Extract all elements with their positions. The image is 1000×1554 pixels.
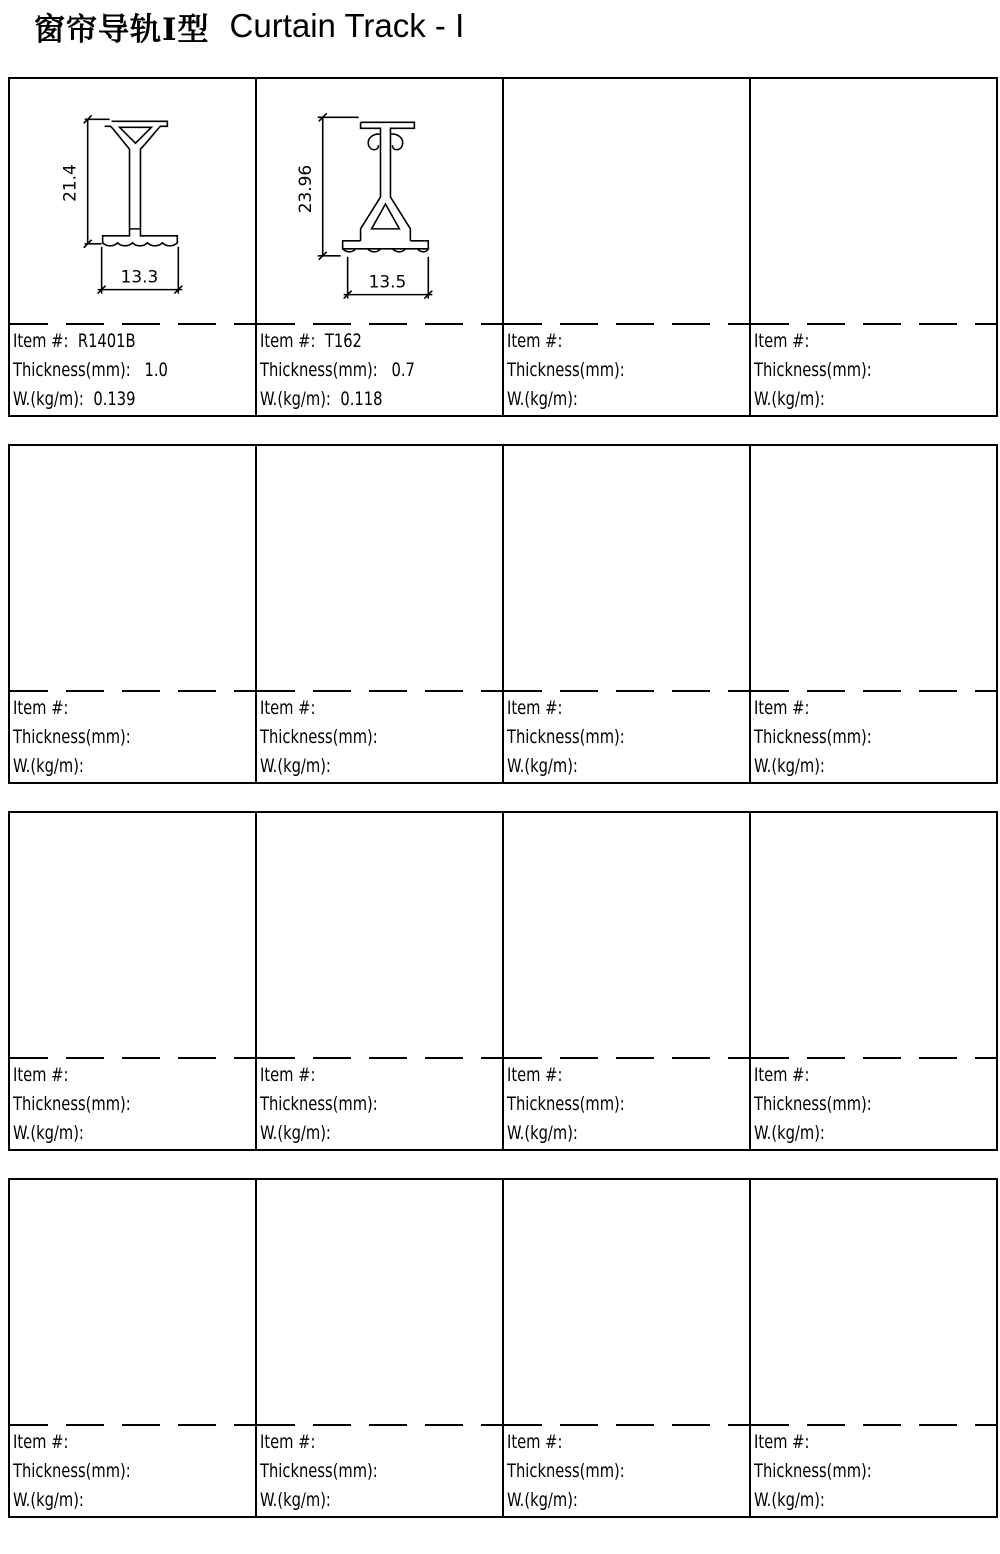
profile-cell: [751, 79, 996, 415]
item-label: Item #:: [754, 1431, 810, 1453]
spec-block: [507, 1061, 747, 1148]
profile-cell: [10, 79, 257, 415]
profile-drawing-t162: [257, 79, 502, 323]
spec-block: [260, 327, 500, 414]
weight-label: W.(kg/m):: [507, 755, 578, 777]
profile-cell: [10, 813, 257, 1149]
profile-sheet-1: [8, 77, 998, 417]
profile-cell: [751, 1180, 996, 1516]
profile-cell: [504, 446, 751, 782]
thickness-label: Thickness(mm):: [260, 726, 378, 748]
profile-drawing-r1401b: [10, 79, 255, 323]
thickness-label: Thickness(mm):: [507, 1460, 625, 1482]
profile-cell: [10, 446, 257, 782]
profile-sheet-4: [8, 1178, 998, 1518]
profile-cell: [751, 813, 996, 1149]
dashed-divider: [751, 1424, 996, 1426]
dimension-width-label: 13.5: [368, 271, 407, 292]
item-label: Item #:: [754, 330, 810, 352]
profile-cell: [504, 813, 751, 1149]
dashed-divider: [257, 1424, 502, 1426]
dashed-divider: [504, 1424, 749, 1426]
thickness-label: Thickness(mm):: [13, 1093, 131, 1115]
thickness-label: Thickness(mm):: [754, 726, 872, 748]
weight-label: W.(kg/m):: [754, 1122, 825, 1144]
dimension-height-label: 23.96: [294, 164, 315, 214]
dashed-divider: [504, 1057, 749, 1059]
weight-label: W.(kg/m):: [754, 755, 825, 777]
weight-label: W.(kg/m):: [507, 388, 578, 410]
thickness-label: Thickness(mm):: [754, 359, 872, 381]
profile-cell: [10, 1180, 257, 1516]
thickness-label: Thickness(mm):: [260, 1460, 378, 1482]
thickness-label: Thickness(mm):: [754, 1093, 872, 1115]
dimension-height-label: 21.4: [59, 164, 80, 202]
weight-label: W.(kg/m):: [13, 755, 84, 777]
item-label: Item #:: [754, 697, 810, 719]
profile-cell: [751, 446, 996, 782]
dashed-divider: [10, 323, 255, 325]
spec-block: [13, 694, 253, 781]
item-label: Item #:: [754, 1064, 810, 1086]
item-label: Item #:: [507, 1431, 563, 1453]
item-label: Item #:: [507, 1064, 563, 1086]
weight-label: W.(kg/m):: [13, 388, 84, 410]
page-title-chinese: 窗帘导轨I型: [34, 11, 210, 48]
thickness-label: Thickness(mm):: [754, 1460, 872, 1482]
weight-label: W.(kg/m):: [507, 1122, 578, 1144]
spec-block: [13, 327, 253, 414]
item-label: Item #:: [13, 1431, 69, 1453]
dashed-divider: [257, 1057, 502, 1059]
spec-block: [13, 1428, 253, 1515]
spec-block: [507, 1428, 747, 1515]
spec-block: [754, 327, 994, 414]
item-label: Item #:: [260, 697, 316, 719]
item-value: T162: [324, 330, 362, 352]
profile-cell: [504, 1180, 751, 1516]
dashed-divider: [751, 1057, 996, 1059]
profile-cell: [257, 79, 504, 415]
spec-block: [260, 1428, 500, 1515]
spec-block: [13, 1061, 253, 1148]
profile-cell: [257, 1180, 504, 1516]
profile-cell: [257, 813, 504, 1149]
profile-cell: [504, 79, 751, 415]
weight-label: W.(kg/m):: [260, 388, 331, 410]
weight-label: W.(kg/m):: [13, 1122, 84, 1144]
thickness-label: Thickness(mm):: [13, 726, 131, 748]
spec-block: [754, 1061, 994, 1148]
thickness-label: Thickness(mm):: [507, 726, 625, 748]
weight-label: W.(kg/m):: [260, 1489, 331, 1511]
dashed-divider: [10, 1424, 255, 1426]
thickness-label: Thickness(mm):: [507, 359, 625, 381]
page-title: [34, 4, 464, 48]
item-label: Item #:: [507, 330, 563, 352]
profile-cell: [257, 446, 504, 782]
item-label: Item #:: [13, 330, 69, 352]
spec-block: [260, 1061, 500, 1148]
item-label: Item #:: [260, 1431, 316, 1453]
dashed-divider: [10, 690, 255, 692]
thickness-label: Thickness(mm):: [13, 359, 131, 381]
dashed-divider: [751, 690, 996, 692]
item-label: Item #:: [260, 330, 316, 352]
profile-sheet-2: [8, 444, 998, 784]
weight-value: 0.118: [340, 388, 383, 410]
weight-label: W.(kg/m):: [260, 755, 331, 777]
thickness-label: Thickness(mm):: [260, 1093, 378, 1115]
spec-block: [754, 1428, 994, 1515]
dashed-divider: [257, 690, 502, 692]
thickness-label: Thickness(mm):: [13, 1460, 131, 1482]
dashed-divider: [257, 323, 502, 325]
spec-block: [754, 694, 994, 781]
weight-label: W.(kg/m):: [754, 388, 825, 410]
spec-block: [260, 694, 500, 781]
item-label: Item #:: [260, 1064, 316, 1086]
page-title-english: Curtain Track - I: [229, 7, 465, 44]
item-value: R1401B: [77, 330, 136, 352]
weight-label: W.(kg/m):: [507, 1489, 578, 1511]
thickness-value: 0.7: [391, 359, 415, 381]
thickness-value: 1.0: [144, 359, 168, 381]
spec-block: [507, 327, 747, 414]
item-label: Item #:: [507, 697, 563, 719]
thickness-label: Thickness(mm):: [507, 1093, 625, 1115]
thickness-label: Thickness(mm):: [260, 359, 378, 381]
dashed-divider: [751, 323, 996, 325]
dimension-width-label: 13.3: [120, 266, 159, 287]
dashed-divider: [504, 690, 749, 692]
dashed-divider: [10, 1057, 255, 1059]
weight-value: 0.139: [93, 388, 136, 410]
weight-label: W.(kg/m):: [754, 1489, 825, 1511]
weight-label: W.(kg/m):: [260, 1122, 331, 1144]
dashed-divider: [504, 323, 749, 325]
weight-label: W.(kg/m):: [13, 1489, 84, 1511]
item-label: Item #:: [13, 1064, 69, 1086]
profile-sheet-3: [8, 811, 998, 1151]
item-label: Item #:: [13, 697, 69, 719]
spec-block: [507, 694, 747, 781]
